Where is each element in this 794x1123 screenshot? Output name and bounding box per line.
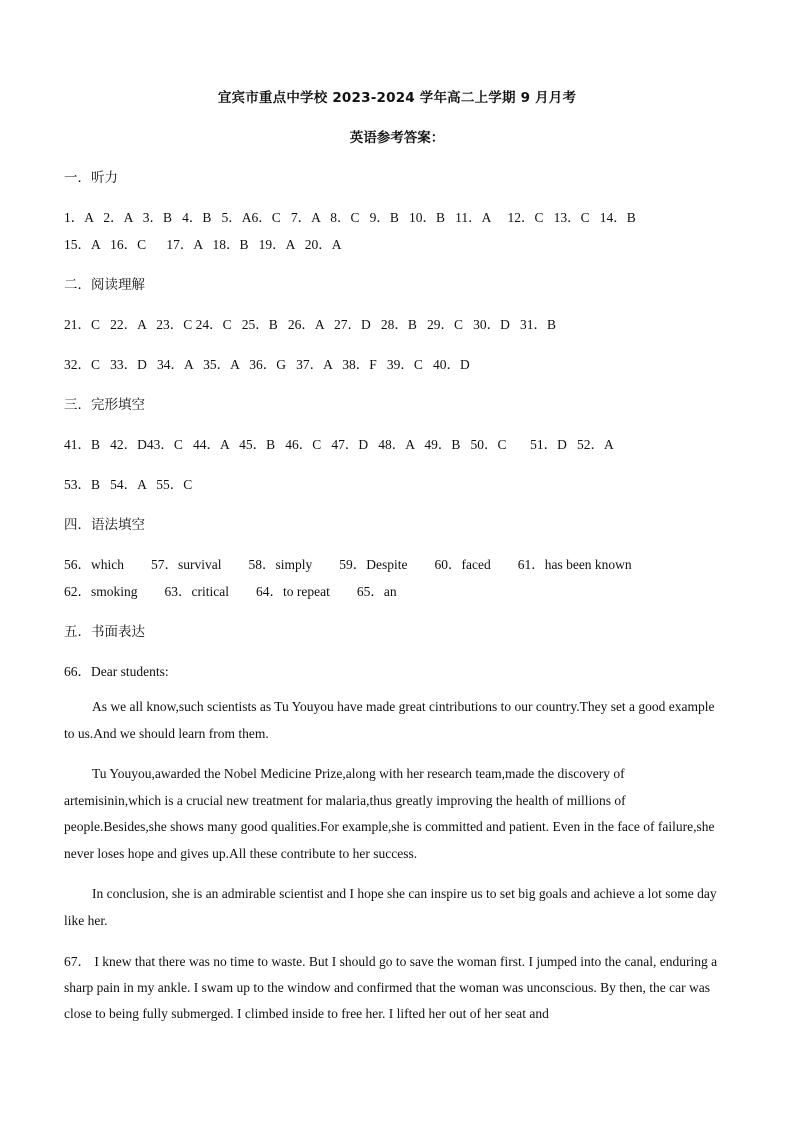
- answer-line-grammar-1: 56．which 57．survival 58．simply 59．Despite 60．faced 61．has been known: [64, 557, 632, 572]
- answer-line-listening-1: 1．A 2．A 3．B 4．B 5．A6．C 7．A 8．C 9．B 10．B 11．A 12．C 13．C 14．B: [64, 210, 636, 225]
- q66-intro: 66．Dear students:: [64, 664, 169, 679]
- answer-line-reading-1: 21．C 22．A 23．C 24．C 25．B 26．A 27．D 28．B 29．C 30．D 31．B: [64, 317, 557, 332]
- answer-line-reading-2: 32．C 33．D 34．A 35．A 36．G 37．A 38．F 39．C 40．D: [64, 357, 470, 372]
- page-subtitle: 英语参考答案：: [349, 130, 445, 146]
- section-heading-cloze: 三．完形填空: [64, 397, 145, 413]
- section-heading-writing: 五．书面表达: [64, 624, 145, 640]
- section-heading-listening: 一．听力: [64, 170, 118, 186]
- q66-paragraph-1: As we all know,such scientists as Tu Youyou have made great cintributions to our country.They set a good example to us.And we should learn from them.: [64, 699, 715, 741]
- answer-line-grammar-2: 62．smoking 63．critical 64．to repeat 65．an: [64, 584, 397, 599]
- page-title: 宜宾市重点中学校 2023-2024 学年高二上学期 9 月月考: [217, 90, 577, 106]
- answer-line-cloze-1: 41．B 42．D43．C 44．A 45．B 46．C 47．D 48．A 49．B 50．C 51．D 52．A: [64, 437, 614, 452]
- section-heading-grammar: 四．语法填空: [64, 517, 145, 533]
- answer-line-listening-2: 15．A 16．C 17．A 18．B 19．A 20．A: [64, 237, 342, 252]
- section-heading-reading: 二．阅读理解: [64, 277, 145, 293]
- answer-line-cloze-2: 53．B 54．A 55．C: [64, 477, 193, 492]
- q67-paragraph: 67． I knew that there was no time to waste. But I should go to save the woman first. I jumped into the canal, enduring a sharp pain in my ankle. I swam up to the window and confirmed that the woman was unconscious. By then, the car was close to being fully submerged. I climbed inside to free her. I lifted her out of her seat and: [64, 954, 718, 1021]
- q66-paragraph-3: In conclusion, she is an admirable scientist and I hope she can inspire us to set big goals and achieve a lot some day like her.: [64, 886, 717, 928]
- q66-paragraph-2: Tu Youyou,awarded the Nobel Medicine Prize,along with her research team,made the discovery of artemisinin,which is a crucial new treatment for malaria,thus greatly improving the health of millions of people.Besides,she shows many good qualities.For example,she is committed and patient. Even in the face of failure,she never loses hope and gives up.All these contribute to her success.: [64, 766, 715, 861]
